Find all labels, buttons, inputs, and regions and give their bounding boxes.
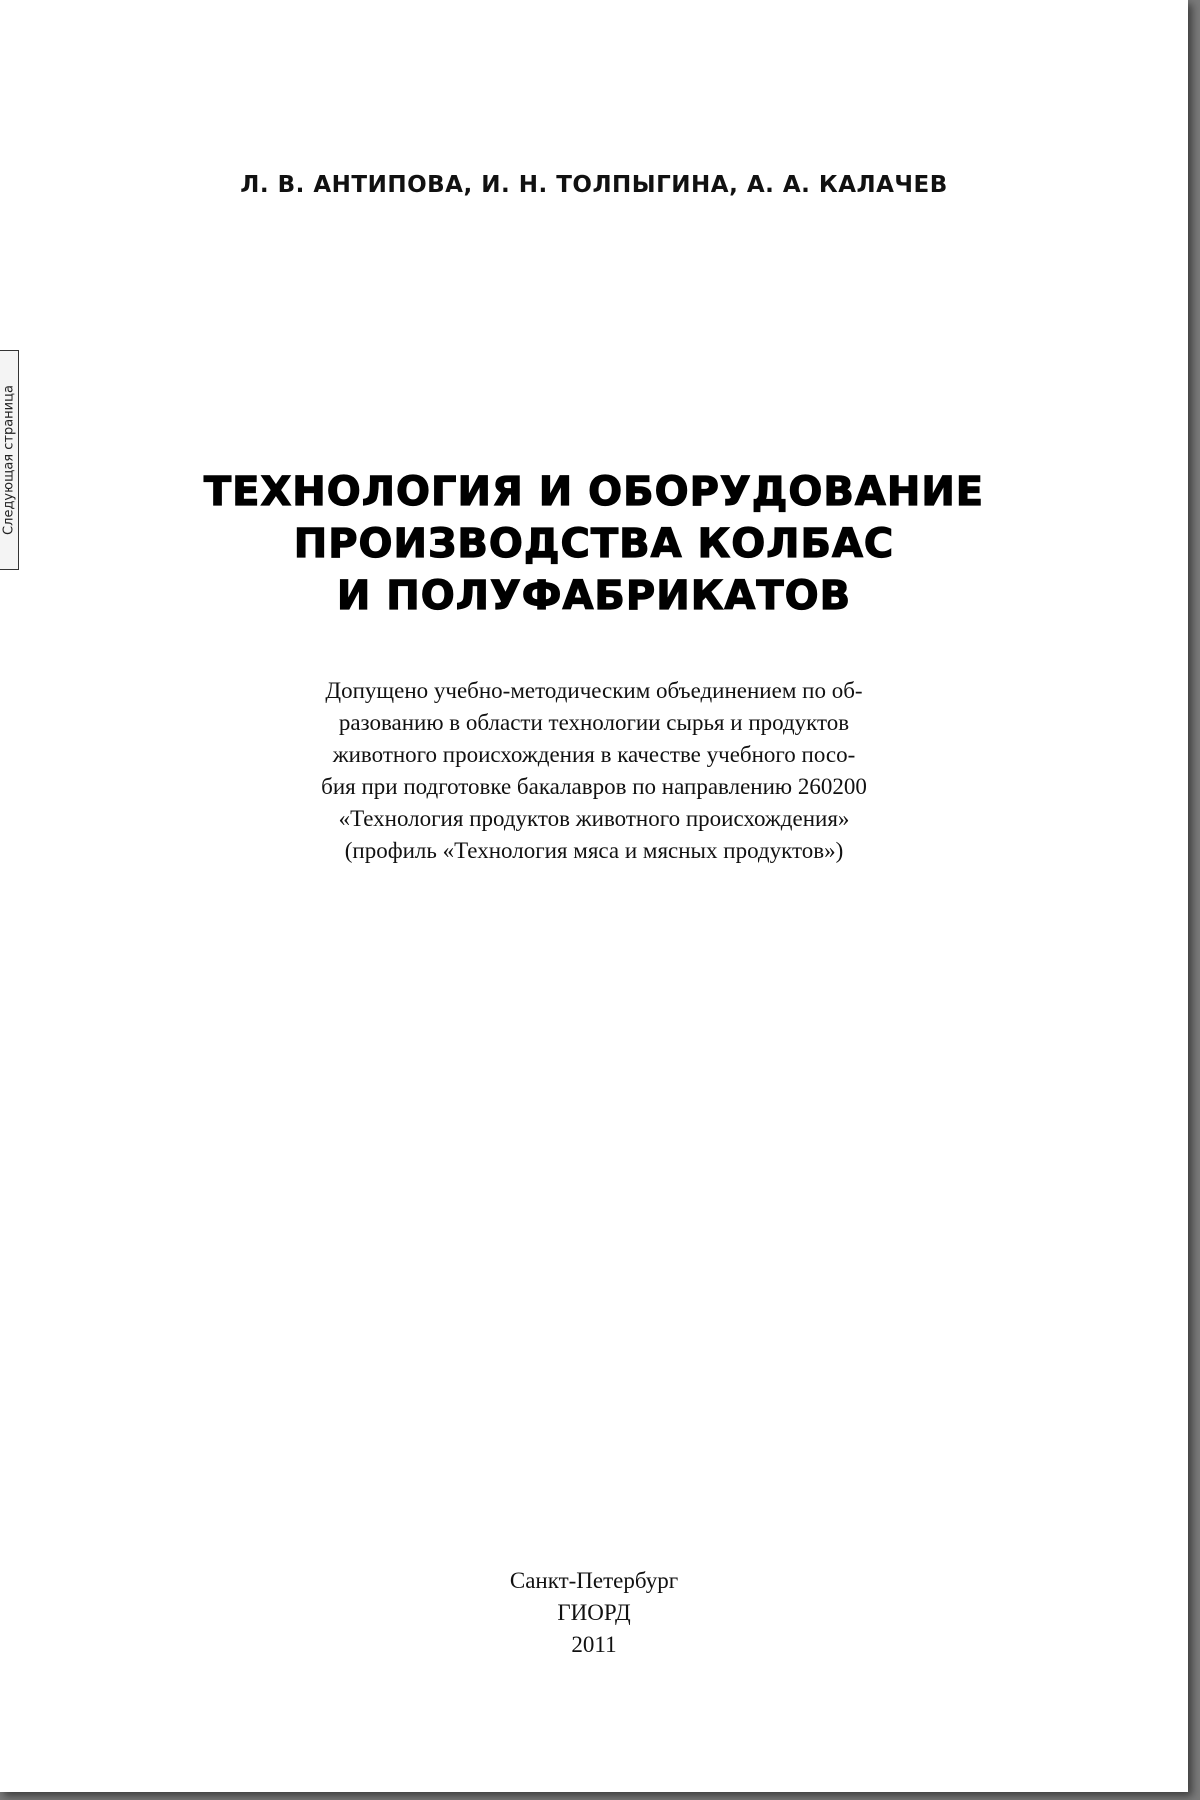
next-page-label: Следующая страница <box>1 385 17 535</box>
approval-line: животного происхождения в качестве учебного посо- <box>332 742 856 767</box>
title-line: ПРОИЗВОДСТВА КОЛБАС <box>293 521 895 567</box>
approval-line: Допущено учебно-методическим объединением по об- <box>325 678 863 703</box>
title-line: ТЕХНОЛОГИЯ И ОБОРУДОВАНИЕ <box>203 469 985 515</box>
approval-statement <box>280 675 908 867</box>
imprint <box>0 1565 1188 1661</box>
title-line: И ПОЛУФАБРИКАТОВ <box>336 573 852 619</box>
approval-line: «Технология продуктов животного происхождения» <box>338 806 850 831</box>
approval-line: (профиль «Технология мяса и мясных продуктов») <box>344 838 844 863</box>
authors-line: Л. В. АНТИПОВА, И. Н. ТОЛПЫГИНА, А. А. КАЛАЧЕВ <box>240 172 948 198</box>
approval-line: бия при подготовке бакалавров по направлению 260200 <box>321 774 867 799</box>
imprint-city: Санкт-Петербург <box>509 1568 679 1593</box>
book-title <box>0 466 1188 622</box>
imprint-publisher: ГИОРД <box>557 1600 631 1625</box>
approval-line: разованию в области технологии сырья и продуктов <box>338 710 850 735</box>
imprint-year: 2011 <box>571 1632 617 1657</box>
